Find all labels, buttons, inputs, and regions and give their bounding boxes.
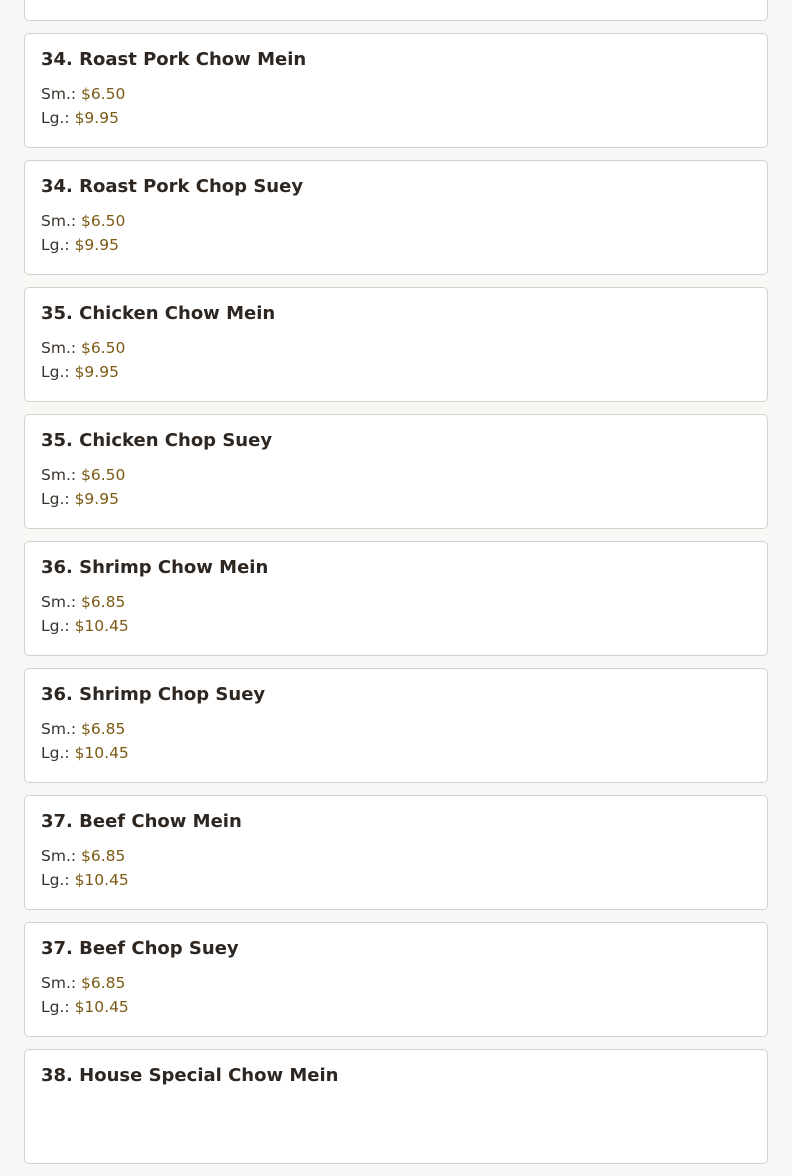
menu-item-title: 36. Shrimp Chow Mein [41, 557, 269, 578]
large-size-label: Lg.: [41, 871, 70, 889]
large-price: $9.95 [74, 109, 119, 127]
menu-item-card[interactable] [24, 160, 768, 275]
small-price-line [41, 463, 751, 487]
large-price: $9.95 [74, 363, 119, 381]
menu-item-card[interactable] [24, 541, 768, 656]
large-size-label: Lg.: [41, 236, 70, 254]
menu-item-title: 35. Chicken Chop Suey [41, 430, 273, 451]
small-price-line [41, 336, 751, 360]
small-price-line [41, 717, 751, 741]
small-size-label: Sm.: [41, 720, 77, 738]
large-price-line [41, 995, 751, 1019]
menu-item-card[interactable] [24, 33, 768, 148]
menu-item-title: 37. Beef Chow Mein [41, 811, 242, 832]
large-price-line [41, 868, 751, 892]
small-price: $6.85 [81, 974, 126, 992]
small-size-label: Sm.: [41, 974, 77, 992]
small-price-line [41, 209, 751, 233]
small-price: $6.85 [81, 593, 126, 611]
large-size-label: Lg.: [41, 109, 70, 127]
large-size-label: Lg.: [41, 617, 70, 635]
menu-item-title: 34. Roast Pork Chow Mein [41, 49, 307, 70]
small-size-label: Sm.: [41, 847, 77, 865]
small-size-label: Sm.: [41, 212, 77, 230]
menu-item-title: 36. Shrimp Chop Suey [41, 684, 266, 705]
menu-item-card[interactable] [24, 414, 768, 529]
large-price-line [41, 233, 751, 257]
small-price-line [41, 971, 751, 995]
menu-item-card[interactable] [24, 795, 768, 910]
menu-item-card[interactable] [24, 0, 768, 21]
small-size-label: Sm.: [41, 593, 77, 611]
large-size-label: Lg.: [41, 998, 70, 1016]
menu-item-card[interactable] [24, 668, 768, 783]
large-price-line [41, 360, 751, 384]
large-price-line [41, 741, 751, 765]
small-price: $6.85 [81, 847, 126, 865]
small-price: $6.50 [81, 212, 126, 230]
small-size-label: Sm.: [41, 85, 77, 103]
menu-item-title: 35. Chicken Chow Mein [41, 303, 276, 324]
large-size-label: Lg.: [41, 744, 70, 762]
small-size-label: Sm.: [41, 339, 77, 357]
small-price: $6.85 [81, 720, 126, 738]
small-price-line [41, 844, 751, 868]
large-size-label: Lg.: [41, 363, 70, 381]
small-price-line [41, 590, 751, 614]
large-size-label: Lg.: [41, 490, 70, 508]
menu-item-card[interactable] [24, 1049, 768, 1164]
menu-item-list [24, 0, 768, 1176]
small-size-label: Sm.: [41, 466, 77, 484]
large-price: $10.45 [74, 998, 129, 1016]
menu-item-title: 34. Roast Pork Chop Suey [41, 176, 304, 197]
large-price: $10.45 [74, 617, 129, 635]
small-price: $6.50 [81, 339, 126, 357]
large-price: $10.45 [74, 871, 129, 889]
menu-item-title: 37. Beef Chop Suey [41, 938, 239, 959]
large-price-line [41, 487, 751, 511]
large-price: $10.45 [74, 744, 129, 762]
small-price: $6.50 [81, 85, 126, 103]
large-price-line [41, 614, 751, 638]
large-price: $9.95 [74, 490, 119, 508]
small-price: $6.50 [81, 466, 126, 484]
menu-item-card[interactable] [24, 287, 768, 402]
large-price-line [41, 106, 751, 130]
large-price: $9.95 [74, 236, 119, 254]
small-price-line [41, 82, 751, 106]
menu-item-card[interactable] [24, 922, 768, 1037]
menu-item-title: 38. House Special Chow Mein [41, 1065, 339, 1086]
